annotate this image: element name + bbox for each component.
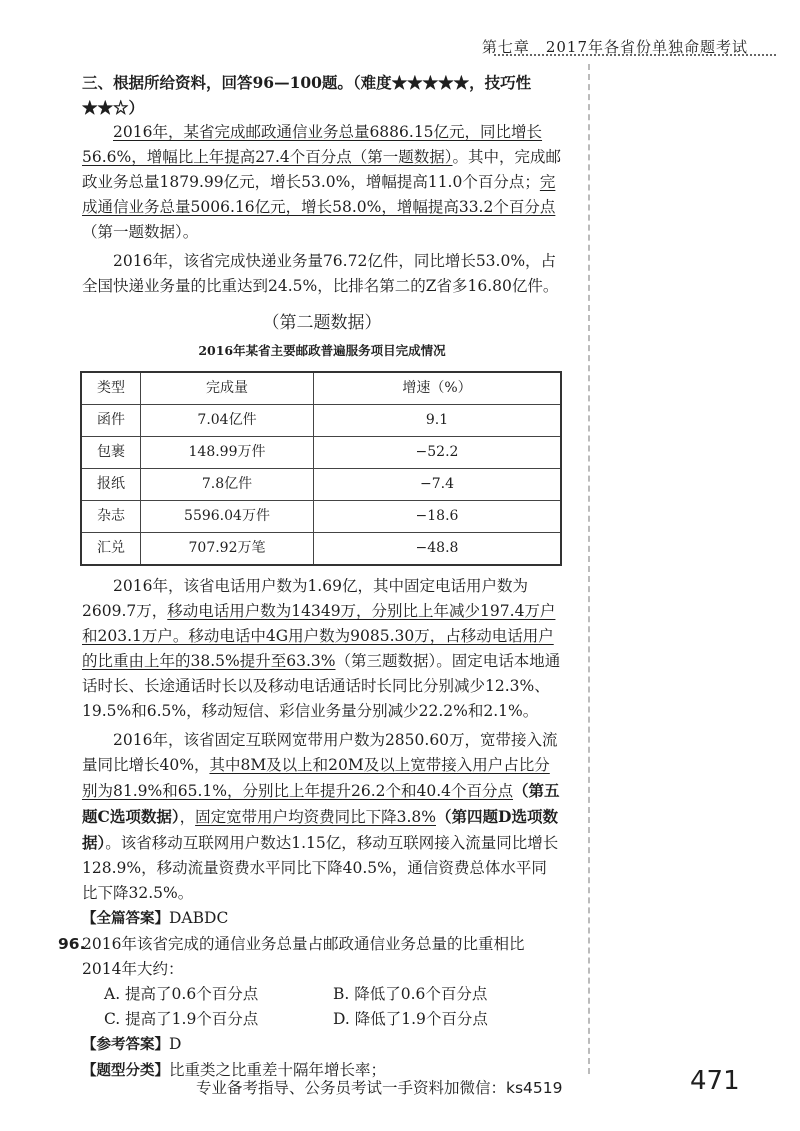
- body-text: ，: [179, 808, 196, 826]
- table-cell: 9.1: [314, 405, 562, 437]
- reference-answer-value: D: [169, 1035, 182, 1053]
- paragraph-4: [82, 728, 562, 906]
- underlined-text: 其中8M及以上和20M及以上宽带接入用户占比分别为81.9%和65.1%，分别比上年提升26.2个和40.4个百分点: [82, 756, 550, 800]
- bold-note: （第四题D选项数据）: [82, 807, 558, 852]
- underlined-text: 移动电话用户数为14349万，分别比上年减少197.4万户和203.1万户。移动电话中4G用户数为9085.30万，占移动电话用户的比重由上年的38.5%提升至63.3%: [82, 602, 556, 670]
- table-row: [81, 469, 561, 501]
- data-table: [80, 371, 562, 566]
- underlined-text: 2016年，某省完成邮政通信业务总量6886.15亿元，同比增长56.6%，增幅比上年提高27.4个百分点（第一题数据）: [82, 123, 543, 166]
- table-subtitle: （第二题数据）: [262, 313, 382, 333]
- table-cell: 707.92万笔: [141, 533, 314, 566]
- table-row: [81, 437, 561, 469]
- table-cell: −48.8: [314, 533, 562, 566]
- page-header-title: 第七章 2017年各省份单独命题考试: [481, 38, 748, 56]
- option-a: A. 提高了0.6个百分点: [104, 985, 259, 1003]
- page-content: [58, 70, 562, 1084]
- table-cell: 148.99万件: [141, 437, 314, 469]
- table-header-cell: 完成量: [141, 372, 314, 405]
- full-answer-line: [82, 906, 562, 932]
- option-d: D. 降低了1.9个百分点: [333, 1010, 488, 1028]
- table-cell: 报纸: [81, 469, 141, 501]
- paragraph-2: 2016年，该省完成快递业务量76.72亿件，同比增长53.0%，占全国快递业务量的比重达到24.5%，比排名第二的Z省多16.80亿件。: [82, 252, 559, 295]
- table-cell: 杂志: [81, 501, 141, 533]
- table-cell: −18.6: [314, 501, 562, 533]
- header-divider: [494, 54, 776, 56]
- table-cell: 包裹: [81, 437, 141, 469]
- options-row: [82, 982, 562, 1007]
- body-text: 2016年，该省固定互联网宽带用户数为2850.60万，宽带接入流量同比增长40%，: [82, 731, 558, 774]
- table-cell: −7.4: [314, 469, 562, 501]
- paragraph-3: [82, 574, 562, 724]
- table-cell: −52.2: [314, 437, 562, 469]
- table-cell: 汇兑: [81, 533, 141, 566]
- option-c: C. 提高了1.9个百分点: [104, 1010, 259, 1028]
- body-text: 2016年，该省电话用户数为1.69亿，其中固定电话用户数为2609.7万，: [82, 577, 528, 620]
- table-cell: 7.8亿件: [141, 469, 314, 501]
- body-text: 。该省移动互联网用户数达1.15亿，移动互联网接入流量同比增长128.9%，移动流量资费水平同比下降40.5%，通信资费总体水平同比下降32.5%。: [82, 834, 559, 902]
- body-text: （第三题数据）。固定电话本地通话时长、长途通话时长以及移动电话通话时长同比分别减少12.3%、19.5%和6.5%，移动短信、彩信业务量分别减少22.2%和2.1%。: [82, 652, 561, 720]
- margin-decoration: [566, 64, 590, 1074]
- reference-answer-label: 【参考答案】: [82, 1037, 169, 1053]
- page-number: 471: [690, 1066, 740, 1096]
- options-row: [82, 1007, 562, 1032]
- table-cell: 函件: [81, 405, 141, 437]
- footer-text: 专业备考指导、公务员考试一手资料加微信：ks4519: [196, 1079, 563, 1097]
- paragraph-1: [82, 120, 562, 245]
- table-header-row: [81, 372, 561, 405]
- table-header-cell: 增速（%）: [314, 372, 562, 405]
- table-row: [81, 501, 561, 533]
- question-type-label: 【题型分类】: [82, 1063, 169, 1079]
- reference-answer-line: [82, 1032, 562, 1058]
- question-number: 96.: [58, 935, 86, 953]
- table-row: [81, 405, 561, 437]
- body-text: （第一题数据）。: [82, 223, 199, 241]
- underlined-text: 固定宽带用户均资费同比下降3.8%: [195, 808, 436, 826]
- table-cell: 7.04亿件: [141, 405, 314, 437]
- question-stem: 2016年该省完成的通信业务总量占邮政通信业务总量的比重相比2014年大约：: [82, 935, 525, 978]
- table-title: 2016年某省主要邮政普遍服务项目完成情况: [198, 343, 446, 358]
- bold-note: （第五题C选项数据）: [82, 781, 560, 826]
- body-text: 。其中，完成邮政业务总量1879.99亿元，增长53.0%，增幅提高11.0个百分点；: [82, 148, 562, 191]
- table-cell: 5596.04万件: [141, 501, 314, 533]
- option-b: B. 降低了0.6个百分点: [333, 985, 488, 1003]
- question-type-value: 比重类之比重差十隔年增长率；: [169, 1061, 387, 1079]
- table-row: [81, 533, 561, 566]
- answer-label: 【全篇答案】: [82, 911, 169, 927]
- underlined-text: 完成通信业务总量5006.16亿元，增长58.0%，增幅提高33.2个百分点: [82, 173, 556, 216]
- section-heading: 三、根据所给资料，回答96—100题。（难度★★★★★，技巧性★★☆）: [82, 73, 532, 117]
- answer-value: DABDC: [169, 909, 229, 927]
- table-header-cell: 类型: [81, 372, 141, 405]
- question-96: [58, 932, 562, 1084]
